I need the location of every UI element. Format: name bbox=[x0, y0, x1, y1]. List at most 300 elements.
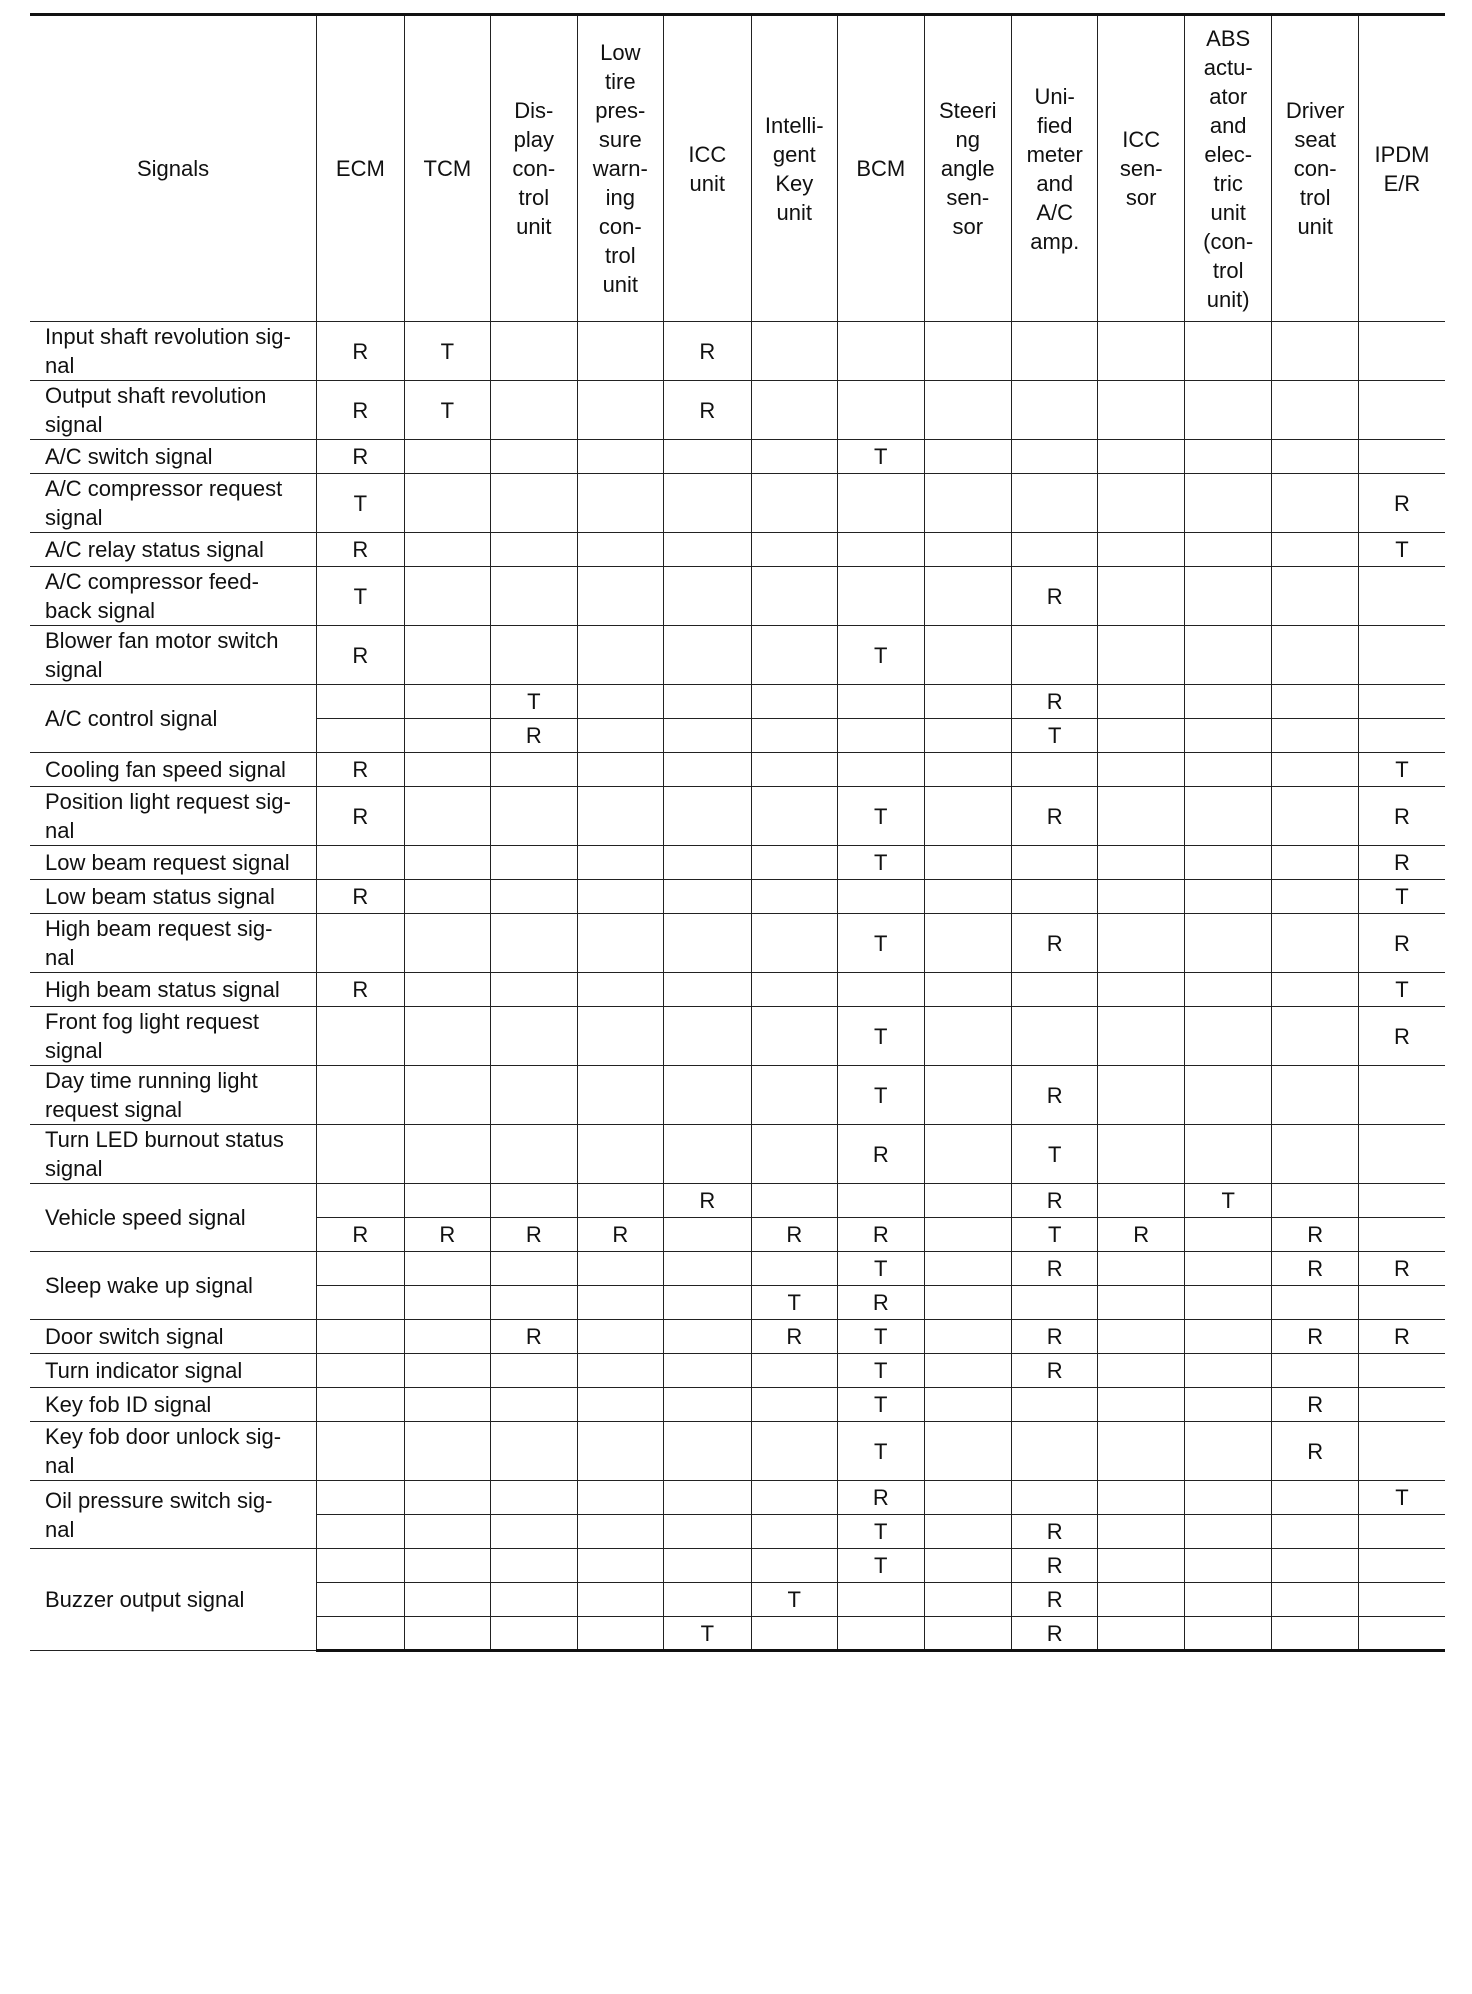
signal-value-cell bbox=[491, 381, 577, 440]
signal-value-cell bbox=[924, 1583, 1011, 1617]
signal-value-cell: R bbox=[1011, 1583, 1097, 1617]
signal-value-cell bbox=[1011, 533, 1097, 567]
signal-value-cell bbox=[924, 1617, 1011, 1651]
signal-name-cell bbox=[30, 787, 317, 846]
signal-value-cell bbox=[751, 626, 837, 685]
header-line: angle bbox=[940, 156, 995, 181]
signal-value-cell bbox=[491, 1125, 577, 1184]
header-line: Intelli- bbox=[764, 112, 824, 138]
signal-value-cell bbox=[1272, 1007, 1358, 1066]
header-line: unit) bbox=[1206, 286, 1250, 312]
signal-value-cell bbox=[1184, 1007, 1271, 1066]
signal-name-line: Input shaft revolution sig- bbox=[45, 324, 291, 349]
table-row bbox=[30, 846, 1445, 880]
header-line: elec- bbox=[1204, 141, 1253, 167]
signal-value-cell bbox=[404, 474, 490, 533]
signal-value-cell bbox=[404, 1252, 490, 1286]
table-row bbox=[30, 567, 1445, 626]
signal-value-cell bbox=[1011, 973, 1097, 1007]
signal-value-cell bbox=[577, 1286, 663, 1320]
signal-value-cell: T bbox=[404, 381, 490, 440]
signal-value-cell: R bbox=[664, 381, 751, 440]
signal-value-cell: T bbox=[838, 1422, 924, 1481]
signal-value-cell bbox=[751, 440, 837, 474]
signal-value-cell: R bbox=[1011, 914, 1097, 973]
header-line: (con- bbox=[1203, 228, 1254, 254]
signal-value-cell: T bbox=[491, 685, 577, 719]
signal-name-line: A/C compressor request bbox=[45, 476, 283, 501]
signal-value-cell bbox=[317, 1320, 404, 1354]
signal-value-cell bbox=[577, 685, 663, 719]
table-row bbox=[30, 1320, 1445, 1354]
signal-value-cell bbox=[924, 787, 1011, 846]
signal-value-cell bbox=[491, 1252, 577, 1286]
signal-value-cell bbox=[1272, 1286, 1358, 1320]
signal-name-cell bbox=[30, 381, 317, 440]
signal-value-cell: R bbox=[1358, 1007, 1445, 1066]
signal-value-cell bbox=[404, 1320, 490, 1354]
signal-name-line: Cooling fan speed signal bbox=[45, 757, 286, 782]
signal-name-line: A/C relay status signal bbox=[45, 537, 264, 562]
signal-value-cell bbox=[1184, 1515, 1271, 1549]
signal-value-cell bbox=[1272, 474, 1358, 533]
header-line: BCM bbox=[856, 156, 906, 181]
signal-value-cell bbox=[1184, 1066, 1271, 1125]
signal-value-cell bbox=[924, 474, 1011, 533]
signal-value-cell bbox=[1358, 1354, 1445, 1388]
signal-value-cell bbox=[577, 626, 663, 685]
signal-value-cell bbox=[1011, 880, 1097, 914]
signal-value-cell bbox=[1098, 973, 1184, 1007]
signal-value-cell bbox=[491, 1481, 577, 1515]
signal-value-cell bbox=[1184, 1320, 1271, 1354]
signal-value-cell bbox=[1272, 381, 1358, 440]
signal-value-cell bbox=[404, 567, 490, 626]
signal-value-cell bbox=[404, 440, 490, 474]
signal-value-cell: R bbox=[1272, 1320, 1358, 1354]
table-row bbox=[30, 381, 1445, 440]
signal-value-cell bbox=[491, 973, 577, 1007]
signal-value-cell bbox=[838, 1184, 924, 1218]
signal-value-cell bbox=[1098, 440, 1184, 474]
signal-name-line: Position light request sig- bbox=[45, 789, 291, 814]
signal-value-cell: T bbox=[1358, 533, 1445, 567]
signal-value-cell bbox=[577, 440, 663, 474]
table-row bbox=[30, 1422, 1445, 1481]
signal-value-cell bbox=[1011, 753, 1097, 787]
signal-value-cell bbox=[664, 1388, 751, 1422]
signal-value-cell bbox=[577, 787, 663, 846]
signal-value-cell bbox=[1358, 1066, 1445, 1125]
signal-value-cell bbox=[664, 1286, 751, 1320]
signal-value-cell bbox=[1098, 1125, 1184, 1184]
signal-value-cell bbox=[924, 1515, 1011, 1549]
signal-value-cell bbox=[1358, 1422, 1445, 1481]
signal-value-cell bbox=[491, 1515, 577, 1549]
signal-value-cell bbox=[491, 753, 577, 787]
signal-value-cell: R bbox=[838, 1125, 924, 1184]
signal-value-cell bbox=[404, 1286, 490, 1320]
signal-value-cell: R bbox=[1358, 787, 1445, 846]
signal-value-cell: R bbox=[317, 787, 404, 846]
signal-value-cell bbox=[491, 1007, 577, 1066]
signal-name-cell bbox=[30, 1481, 317, 1549]
signal-value-cell bbox=[1184, 1354, 1271, 1388]
signal-value-cell: T bbox=[317, 567, 404, 626]
header-line: fied bbox=[1036, 112, 1073, 138]
table-row bbox=[30, 1481, 1445, 1515]
signal-name-line: Turn indicator signal bbox=[45, 1358, 243, 1383]
signal-value-cell bbox=[1098, 1549, 1184, 1583]
signal-value-cell bbox=[317, 1388, 404, 1422]
signal-value-cell bbox=[577, 1617, 663, 1651]
signal-value-cell bbox=[838, 753, 924, 787]
signal-value-cell bbox=[1098, 1388, 1184, 1422]
header-line: gent bbox=[772, 141, 816, 167]
header-line: sen- bbox=[946, 185, 990, 210]
signal-value-cell: R bbox=[1358, 1320, 1445, 1354]
signal-value-cell bbox=[1011, 1286, 1097, 1320]
signal-value-cell bbox=[924, 719, 1011, 753]
signal-name-line: Oil pressure switch sig- bbox=[45, 1487, 273, 1513]
header-line: and bbox=[1209, 112, 1247, 138]
table-row bbox=[30, 533, 1445, 567]
signal-value-cell bbox=[1184, 533, 1271, 567]
header-line: sen- bbox=[1119, 156, 1163, 181]
signal-name-cell bbox=[30, 1066, 317, 1125]
signal-value-cell bbox=[1184, 381, 1271, 440]
signal-value-cell bbox=[1184, 787, 1271, 846]
column-header bbox=[1098, 15, 1184, 322]
signal-value-cell bbox=[404, 846, 490, 880]
signal-value-cell bbox=[664, 1007, 751, 1066]
signal-name-line: Door switch signal bbox=[45, 1324, 224, 1349]
signal-value-cell bbox=[924, 567, 1011, 626]
signal-value-cell bbox=[1184, 973, 1271, 1007]
signal-value-cell bbox=[1184, 846, 1271, 880]
signal-value-cell bbox=[1184, 1125, 1271, 1184]
table-row bbox=[30, 1354, 1445, 1388]
signal-value-cell bbox=[1358, 1515, 1445, 1549]
signal-value-cell bbox=[751, 846, 837, 880]
signal-value-cell: R bbox=[664, 1184, 751, 1218]
signal-value-cell: T bbox=[317, 474, 404, 533]
header-line: tric bbox=[1213, 170, 1243, 196]
signal-value-cell bbox=[317, 1354, 404, 1388]
signal-value-cell bbox=[317, 914, 404, 973]
signal-value-cell: R bbox=[317, 880, 404, 914]
signal-value-cell bbox=[664, 719, 751, 753]
signal-name-cell bbox=[30, 1422, 317, 1481]
header-line: unit bbox=[689, 170, 726, 196]
header-line: trol bbox=[1212, 257, 1244, 283]
signal-value-cell: R bbox=[1011, 685, 1097, 719]
signal-value-cell bbox=[1184, 440, 1271, 474]
signal-value-cell: R bbox=[577, 1218, 663, 1252]
signal-value-cell bbox=[1184, 567, 1271, 626]
signal-value-cell bbox=[1272, 1515, 1358, 1549]
signal-value-cell bbox=[577, 1007, 663, 1066]
signal-value-cell bbox=[1358, 1549, 1445, 1583]
signal-value-cell bbox=[664, 474, 751, 533]
signal-value-cell bbox=[404, 719, 490, 753]
signal-value-cell bbox=[491, 1354, 577, 1388]
signal-value-cell bbox=[577, 753, 663, 787]
signal-value-cell bbox=[317, 846, 404, 880]
signal-value-cell bbox=[1098, 1286, 1184, 1320]
signal-value-cell bbox=[1358, 1218, 1445, 1252]
signal-value-cell bbox=[491, 914, 577, 973]
signal-value-cell bbox=[664, 1066, 751, 1125]
signal-value-cell bbox=[1098, 1481, 1184, 1515]
signal-value-cell bbox=[1098, 1583, 1184, 1617]
signal-value-cell bbox=[1272, 1184, 1358, 1218]
signal-value-cell bbox=[1098, 533, 1184, 567]
signal-value-cell bbox=[317, 719, 404, 753]
signal-value-cell: R bbox=[317, 440, 404, 474]
signal-value-cell: R bbox=[491, 1320, 577, 1354]
signal-value-cell bbox=[1272, 567, 1358, 626]
signal-value-cell: R bbox=[1358, 474, 1445, 533]
signal-value-cell bbox=[577, 381, 663, 440]
table-row bbox=[30, 322, 1445, 381]
signal-value-cell bbox=[1098, 914, 1184, 973]
signal-name-line: signal bbox=[45, 1038, 103, 1063]
signal-value-cell bbox=[1358, 1583, 1445, 1617]
signal-name-line: Low beam request signal bbox=[45, 850, 290, 875]
header-line: Driver bbox=[1285, 98, 1345, 123]
signal-value-cell: R bbox=[1272, 1422, 1358, 1481]
signal-value-cell bbox=[1184, 1481, 1271, 1515]
signal-value-cell bbox=[577, 973, 663, 1007]
column-header bbox=[1272, 15, 1358, 322]
signal-value-cell bbox=[404, 1184, 490, 1218]
signal-value-cell bbox=[404, 914, 490, 973]
signal-value-cell bbox=[404, 1515, 490, 1549]
table-row bbox=[30, 1184, 1445, 1218]
signal-name-cell bbox=[30, 973, 317, 1007]
signal-value-cell bbox=[664, 1354, 751, 1388]
column-header bbox=[1011, 15, 1097, 322]
signal-value-cell bbox=[1184, 322, 1271, 381]
signal-value-cell: R bbox=[1358, 846, 1445, 880]
signal-value-cell: R bbox=[317, 381, 404, 440]
signal-name-line: nal bbox=[45, 1516, 75, 1542]
signal-value-cell bbox=[491, 1583, 577, 1617]
signal-value-cell: T bbox=[1011, 1218, 1097, 1252]
signal-value-cell bbox=[1358, 381, 1445, 440]
signal-value-cell bbox=[751, 719, 837, 753]
signal-name-line: nal bbox=[45, 1453, 75, 1478]
signal-value-cell bbox=[924, 1481, 1011, 1515]
signal-value-cell: R bbox=[1358, 1252, 1445, 1286]
header-line: ICC bbox=[1122, 127, 1161, 152]
signal-value-cell bbox=[404, 1549, 490, 1583]
signal-value-cell bbox=[664, 1320, 751, 1354]
signal-value-cell bbox=[404, 1481, 490, 1515]
signal-value-cell: T bbox=[1011, 1125, 1097, 1184]
signal-value-cell bbox=[1272, 719, 1358, 753]
signal-value-cell bbox=[1272, 753, 1358, 787]
header-line: play bbox=[513, 127, 554, 152]
header-line: unit bbox=[1210, 199, 1246, 225]
signal-value-cell: T bbox=[838, 1388, 924, 1422]
signal-value-cell bbox=[1358, 626, 1445, 685]
signal-value-cell bbox=[577, 880, 663, 914]
signal-name-cell bbox=[30, 1388, 317, 1422]
signal-name-line: request signal bbox=[45, 1097, 182, 1122]
signal-value-cell: T bbox=[404, 322, 490, 381]
header-line: ABS bbox=[1206, 25, 1251, 51]
signal-value-cell bbox=[1184, 1252, 1271, 1286]
signal-name-line: signal bbox=[45, 412, 103, 437]
signal-value-cell: T bbox=[838, 1066, 924, 1125]
header-line: IPDM bbox=[1374, 141, 1430, 167]
signal-name-line: nal bbox=[45, 945, 75, 970]
signal-value-cell bbox=[1098, 1320, 1184, 1354]
signal-value-cell bbox=[924, 626, 1011, 685]
signal-value-cell bbox=[1184, 1218, 1271, 1252]
signal-value-cell bbox=[577, 1125, 663, 1184]
signal-value-cell bbox=[664, 1252, 751, 1286]
signal-value-cell bbox=[404, 787, 490, 846]
signal-value-cell: R bbox=[1098, 1218, 1184, 1252]
signal-value-cell bbox=[1098, 1184, 1184, 1218]
signal-value-cell bbox=[1098, 880, 1184, 914]
signal-value-cell: R bbox=[1011, 1354, 1097, 1388]
signal-value-cell bbox=[1272, 787, 1358, 846]
signal-name-cell bbox=[30, 1320, 317, 1354]
signal-value-cell bbox=[1184, 1388, 1271, 1422]
signal-value-cell bbox=[664, 753, 751, 787]
signal-value-cell bbox=[317, 1286, 404, 1320]
signal-value-cell: R bbox=[317, 533, 404, 567]
signal-value-cell bbox=[751, 1422, 837, 1481]
signal-value-cell bbox=[577, 322, 663, 381]
signal-value-cell bbox=[404, 1388, 490, 1422]
signal-value-cell bbox=[664, 685, 751, 719]
signal-name-line: Key fob ID signal bbox=[45, 1392, 212, 1417]
signal-value-cell bbox=[1184, 914, 1271, 973]
table-row bbox=[30, 1066, 1445, 1125]
signal-value-cell bbox=[577, 719, 663, 753]
signal-value-cell bbox=[751, 880, 837, 914]
signal-value-cell bbox=[751, 533, 837, 567]
signal-value-cell bbox=[1098, 787, 1184, 846]
signal-value-cell bbox=[1011, 474, 1097, 533]
signal-value-cell: R bbox=[404, 1218, 490, 1252]
signal-value-cell bbox=[404, 973, 490, 1007]
signal-value-cell bbox=[924, 322, 1011, 381]
signal-value-cell bbox=[1098, 567, 1184, 626]
table-row bbox=[30, 685, 1445, 719]
table-row bbox=[30, 973, 1445, 1007]
signal-value-cell bbox=[491, 567, 577, 626]
header-line: sor bbox=[952, 214, 984, 239]
header-line: ator bbox=[1209, 83, 1248, 109]
signal-value-cell bbox=[577, 1354, 663, 1388]
signal-value-cell bbox=[1184, 1617, 1271, 1651]
signal-value-cell bbox=[924, 753, 1011, 787]
signal-value-cell: R bbox=[317, 753, 404, 787]
signal-value-cell bbox=[838, 381, 924, 440]
signal-name-cell bbox=[30, 1354, 317, 1388]
signal-value-cell bbox=[491, 626, 577, 685]
signal-value-cell bbox=[751, 567, 837, 626]
signal-value-cell bbox=[404, 753, 490, 787]
signal-value-cell bbox=[924, 914, 1011, 973]
signal-value-cell bbox=[924, 1066, 1011, 1125]
signal-value-cell bbox=[1098, 846, 1184, 880]
signal-value-cell: R bbox=[1358, 914, 1445, 973]
signal-value-cell bbox=[491, 1388, 577, 1422]
signal-value-cell bbox=[1358, 1184, 1445, 1218]
signal-name-line: nal bbox=[45, 818, 75, 843]
signal-value-cell bbox=[924, 381, 1011, 440]
table-row bbox=[30, 753, 1445, 787]
signal-name-line: Front fog light request bbox=[45, 1009, 260, 1034]
header-line: ing bbox=[605, 185, 635, 210]
signal-value-cell bbox=[924, 1184, 1011, 1218]
signal-value-cell bbox=[1358, 1286, 1445, 1320]
signal-value-cell bbox=[838, 533, 924, 567]
signal-value-cell: R bbox=[1011, 1066, 1097, 1125]
signal-value-cell bbox=[491, 1549, 577, 1583]
signal-name-cell bbox=[30, 322, 317, 381]
signal-value-cell bbox=[1272, 1617, 1358, 1651]
signal-value-cell bbox=[1011, 381, 1097, 440]
signal-name-line: back signal bbox=[45, 598, 156, 623]
signal-value-cell bbox=[1184, 1583, 1271, 1617]
signal-value-cell bbox=[664, 914, 751, 973]
signal-value-cell bbox=[1184, 719, 1271, 753]
signal-value-cell bbox=[664, 1583, 751, 1617]
signal-value-cell: T bbox=[1011, 719, 1097, 753]
signal-value-cell bbox=[404, 1617, 490, 1651]
signal-value-cell bbox=[751, 1549, 837, 1583]
signal-value-cell bbox=[1184, 474, 1271, 533]
signal-value-cell bbox=[577, 846, 663, 880]
signal-value-cell bbox=[924, 973, 1011, 1007]
signal-value-cell bbox=[1272, 440, 1358, 474]
table-header bbox=[30, 15, 1445, 322]
signal-value-cell: R bbox=[1011, 567, 1097, 626]
signal-value-cell bbox=[751, 381, 837, 440]
signal-value-cell bbox=[317, 1583, 404, 1617]
signal-value-cell bbox=[577, 1481, 663, 1515]
signal-value-cell bbox=[577, 1252, 663, 1286]
signal-value-cell bbox=[577, 914, 663, 973]
signal-value-cell bbox=[751, 322, 837, 381]
signal-value-cell bbox=[317, 1617, 404, 1651]
signal-value-cell bbox=[577, 1184, 663, 1218]
signal-value-cell bbox=[838, 322, 924, 381]
signal-value-cell: R bbox=[1272, 1218, 1358, 1252]
signal-value-cell bbox=[664, 1125, 751, 1184]
signal-value-cell bbox=[664, 1218, 751, 1252]
signal-value-cell: T bbox=[1358, 973, 1445, 1007]
signal-value-cell bbox=[751, 1007, 837, 1066]
signal-value-cell bbox=[1011, 1007, 1097, 1066]
signal-value-cell bbox=[491, 322, 577, 381]
table-row bbox=[30, 474, 1445, 533]
signal-value-cell bbox=[924, 1320, 1011, 1354]
signal-value-cell bbox=[577, 567, 663, 626]
signal-value-cell bbox=[491, 846, 577, 880]
signal-name-cell bbox=[30, 1184, 317, 1252]
header-line: ECM bbox=[335, 156, 385, 181]
signal-value-cell bbox=[404, 1066, 490, 1125]
